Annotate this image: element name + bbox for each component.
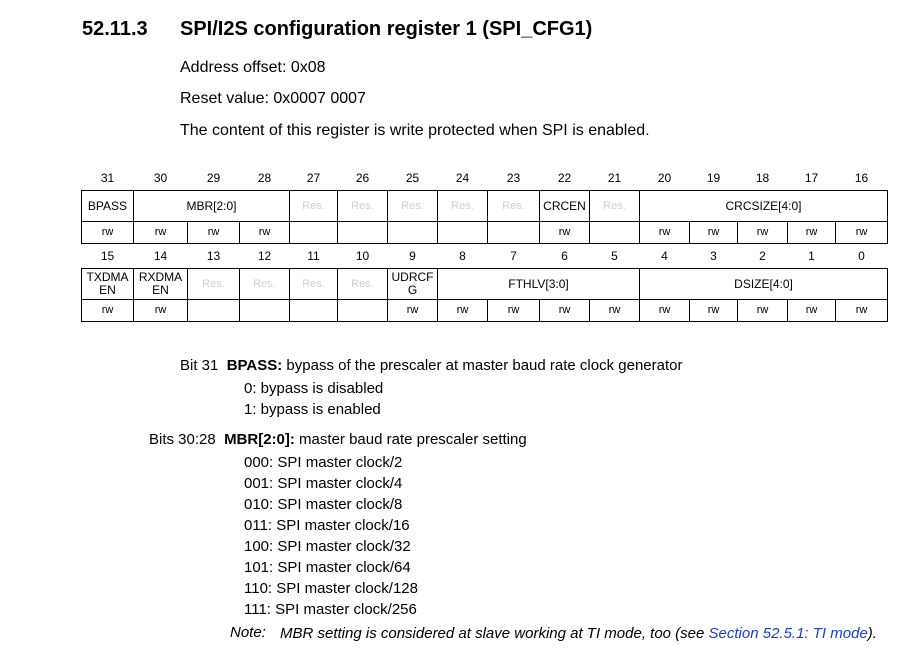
upper-access-13: rw (738, 222, 788, 244)
lower-field-0: TXDMA EN (82, 269, 134, 300)
upper-bit-29: 29 (206, 170, 221, 185)
lower-access-0: rw (82, 300, 134, 322)
upper-field-8: Res. (590, 191, 640, 222)
mbr-description (149, 431, 527, 448)
upper-bit-19: 19 (706, 170, 721, 185)
note-label: Note: (230, 624, 266, 641)
note-body (280, 624, 880, 644)
upper-field-0: BPASS (82, 191, 134, 222)
lower-access-12: rw (690, 300, 738, 322)
upper-access-7 (438, 222, 488, 244)
lower-access-2 (188, 300, 240, 322)
section-heading (82, 18, 592, 41)
section-title: SPI/I2S configuration register 1 (SPI_CFG1) (180, 18, 593, 40)
bit31-description (180, 357, 682, 374)
bit31-name: BPASS: (226, 357, 283, 374)
upper-access-4 (290, 222, 338, 244)
lower-access-5 (338, 300, 388, 322)
lower-access-3 (240, 300, 290, 322)
lower-bit-numbers (82, 244, 888, 269)
upper-access-14: rw (788, 222, 836, 244)
bit31-value-0: 0: bypass is disabled (244, 380, 384, 397)
lower-access-9: rw (540, 300, 590, 322)
lower-bit-15: 15 (100, 248, 115, 263)
lower-field-4: Res. (290, 269, 338, 300)
upper-access-5 (338, 222, 388, 244)
upper-access-2: rw (188, 222, 240, 244)
mbr-value-6: 110: SPI master clock/128 (244, 580, 418, 597)
lower-bit-3: 3 (710, 248, 717, 263)
upper-field-7: CRCEN (540, 191, 590, 222)
upper-bit-16: 16 (854, 170, 869, 185)
upper-bit-18: 18 (755, 170, 770, 185)
lower-bit-7: 7 (510, 248, 517, 263)
upper-access-9: rw (540, 222, 590, 244)
section-link[interactable]: Section 52.5.1: TI mode (708, 625, 868, 642)
mbr-name: MBR[2:0]: (224, 431, 295, 448)
lower-field-2: Res. (188, 269, 240, 300)
upper-bit-20: 20 (657, 170, 672, 185)
upper-access-10 (590, 222, 640, 244)
upper-field-5: Res. (438, 191, 488, 222)
upper-bit-23: 23 (506, 170, 521, 185)
lower-bit-6: 6 (561, 248, 568, 263)
upper-bit-24: 24 (455, 170, 470, 185)
upper-bit-25: 25 (405, 170, 420, 185)
lower-field-1: RXDMA EN (134, 269, 188, 300)
upper-bit-31: 31 (100, 170, 115, 185)
upper-field-2: Res. (290, 191, 338, 222)
mbr-value-5: 101: SPI master clock/64 (244, 559, 411, 576)
lower-bit-4: 4 (661, 248, 668, 263)
bit31-value-1: 1: bypass is enabled (244, 401, 381, 418)
note-end: ). (867, 625, 877, 642)
upper-field-3: Res. (338, 191, 388, 222)
lower-bit-14: 14 (153, 248, 168, 263)
mbr-value-3: 011: SPI master clock/16 (244, 517, 410, 534)
lower-access-types (82, 300, 888, 322)
upper-access-1: rw (134, 222, 188, 244)
lower-field-5: Res. (338, 269, 388, 300)
bit31-prefix: Bit 31 (180, 357, 219, 374)
lower-access-6: rw (388, 300, 438, 322)
section-number: 52.11.3 (82, 18, 148, 40)
mbr-value-2: 010: SPI master clock/8 (244, 496, 403, 513)
lower-bit-8: 8 (459, 248, 466, 263)
upper-bit-30: 30 (153, 170, 168, 185)
upper-field-1: MBR[2:0] (134, 191, 290, 222)
protection-note: The content of this register is write protected when SPI is enabled. (180, 122, 650, 139)
lower-access-13: rw (738, 300, 788, 322)
lower-field-6: UDRCF G (388, 269, 438, 300)
upper-bit-28: 28 (257, 170, 272, 185)
upper-bit-21: 21 (607, 170, 622, 185)
upper-access-11: rw (640, 222, 690, 244)
upper-field-4: Res. (388, 191, 438, 222)
lower-bit-9: 9 (409, 248, 416, 263)
upper-bit-22: 22 (557, 170, 572, 185)
lower-field-8: DSIZE[4:0] (640, 269, 888, 300)
upper-access-12: rw (690, 222, 738, 244)
mbr-prefix: Bits 30:28 (149, 431, 216, 448)
lower-access-1: rw (134, 300, 188, 322)
lower-access-14: rw (788, 300, 836, 322)
mbr-value-7: 111: SPI master clock/256 (244, 601, 417, 618)
lower-field-names (82, 269, 888, 300)
lower-access-10: rw (590, 300, 640, 322)
bit31-desc: bypass of the prescaler at master baud rate clock generator (282, 357, 683, 374)
lower-access-7: rw (438, 300, 488, 322)
upper-access-6 (388, 222, 438, 244)
lower-bit-5: 5 (611, 248, 618, 263)
upper-bit-27: 27 (306, 170, 321, 185)
upper-access-15: rw (836, 222, 888, 244)
lower-field-7: FTHLV[3:0] (438, 269, 640, 300)
lower-access-4 (290, 300, 338, 322)
lower-bit-1: 1 (808, 248, 815, 263)
lower-bit-2: 2 (759, 248, 766, 263)
lower-access-15: rw (836, 300, 888, 322)
register-map (81, 166, 888, 322)
mbr-desc: master baud rate prescaler setting (294, 431, 527, 448)
upper-bit-26: 26 (355, 170, 370, 185)
mbr-value-4: 100: SPI master clock/32 (244, 538, 411, 555)
reset-value: Reset value: 0x0007 0007 (180, 90, 366, 107)
lower-field-3: Res. (240, 269, 290, 300)
lower-bit-0: 0 (858, 248, 865, 263)
lower-access-8: rw (488, 300, 540, 322)
address-offset: Address offset: 0x08 (180, 59, 326, 76)
mbr-value-1: 001: SPI master clock/4 (244, 475, 403, 492)
upper-access-8 (488, 222, 540, 244)
upper-field-9: CRCSIZE[4:0] (640, 191, 888, 222)
upper-bit-numbers (82, 166, 888, 191)
lower-bit-13: 13 (206, 248, 221, 263)
upper-bit-17: 17 (804, 170, 819, 185)
upper-access-types (82, 222, 888, 244)
upper-access-3: rw (240, 222, 290, 244)
lower-bit-11: 11 (307, 248, 320, 263)
note-text: MBR setting is considered at slave working at TI mode, too (see (280, 625, 709, 642)
mbr-value-0: 000: SPI master clock/2 (244, 454, 403, 471)
lower-bit-10: 10 (355, 248, 370, 263)
upper-field-6: Res. (488, 191, 540, 222)
lower-access-11: rw (640, 300, 690, 322)
upper-access-0: rw (82, 222, 134, 244)
upper-field-names (82, 191, 888, 222)
lower-bit-12: 12 (257, 248, 272, 263)
